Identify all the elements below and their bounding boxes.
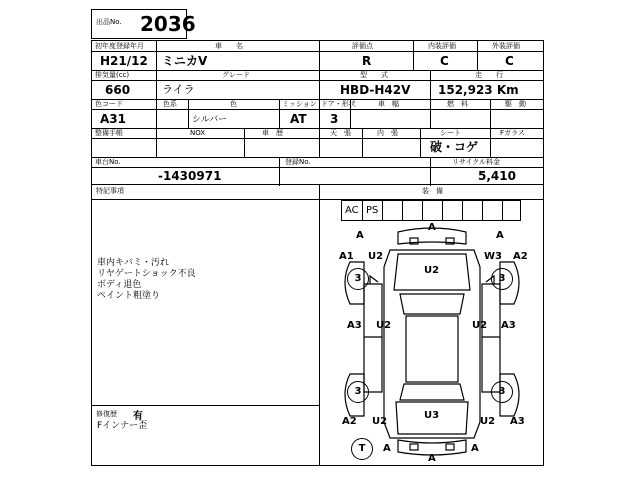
grade-label: グレード (222, 71, 250, 79)
damage-u2-rl: U2 (372, 416, 388, 427)
damage-u3: U3 (424, 410, 440, 421)
tire-t-circle: T (351, 438, 373, 460)
registration-label: 登録No. (285, 158, 311, 166)
doors-label: ドア・形状 (321, 100, 356, 108)
wheel-front-left-circle: 3 (347, 268, 369, 290)
recycle-label: リサイクル料金 (452, 158, 501, 166)
nox-label: NOX (190, 129, 206, 137)
repair-label: 修復歴 (96, 410, 117, 418)
doors-value: 3 (330, 112, 339, 126)
model-value: HBD-H42V (340, 83, 411, 97)
damage-u2-fl: U2 (368, 251, 384, 262)
wheel-rear-left-circle: 3 (347, 381, 369, 403)
damage-a2-rl: A2 (342, 416, 357, 427)
manual-label: 整備手帳 (95, 129, 123, 137)
color-value: シルバー (192, 115, 228, 125)
model-label: 型 式 (360, 71, 388, 79)
interior-label: 内装評価 (428, 42, 456, 50)
remarks-line-1: 車内キバミ・汚れ (97, 258, 170, 268)
sheet-number-value: 2036 (140, 12, 196, 36)
remarks-line-2: リヤゲートショック不良 (97, 269, 196, 279)
repair-value: 有 (133, 411, 143, 422)
equipment-ps: PS (366, 205, 379, 216)
damage-w3: W3 (484, 251, 502, 262)
damage-rear: A (428, 453, 436, 464)
color-code-label: 色コード (95, 100, 123, 108)
sheet-number-label: 出品No. (96, 18, 122, 26)
damage-a-rear-left: A (383, 443, 391, 454)
damage-u2-hood: U2 (424, 265, 440, 276)
mission-value: AT (290, 112, 307, 126)
mileage-value: 152,923 Km (438, 83, 519, 97)
damage-u2-rr: U2 (480, 416, 496, 427)
exterior-label: 外装評価 (492, 42, 520, 50)
damage-a1: A1 (339, 251, 354, 262)
equipment-label: 装 備 (422, 187, 443, 195)
mileage-label: 走 行 (475, 71, 503, 79)
damage-a3-rr: A3 (510, 416, 525, 427)
color-code-value: A31 (100, 112, 126, 126)
mission-label: ミッション (282, 100, 317, 108)
history-label: 車 歴 (262, 129, 283, 137)
grade-value: ライラ (162, 83, 195, 96)
displacement-value: 660 (105, 83, 131, 97)
interior-value: C (440, 54, 449, 68)
chassis-label: 車台No. (95, 158, 121, 166)
repair-note: Fインナー歪 (97, 421, 148, 431)
damage-front-top: A (428, 222, 436, 233)
fuel-label: 燃 料 (447, 100, 468, 108)
roof-label: 天 張 (330, 129, 351, 137)
car-name-value: ミニカV (162, 54, 208, 68)
wheel-rear-right-circle: 3 (491, 381, 513, 403)
damage-u2-left: U2 (376, 320, 392, 331)
seat-label: シート (440, 129, 461, 137)
damage-a3-right: A3 (501, 320, 516, 331)
first-reg-value: H21/12 (100, 54, 148, 68)
wheel-front-right-circle: 3 (491, 268, 513, 290)
seat-value: 破・コゲ (430, 140, 479, 154)
drive-label: 駆 動 (505, 100, 526, 108)
car-name-label: 車 名 (215, 42, 243, 50)
damage-a2-fr: A2 (513, 251, 528, 262)
damage-front-left: A (356, 230, 364, 241)
chassis-value: -1430971 (158, 169, 222, 183)
exterior-value: C (505, 54, 514, 68)
width-label: 車 幅 (378, 100, 399, 108)
damage-a-rear-right: A (471, 443, 479, 454)
rating-value: R (362, 54, 372, 68)
damage-front-right: A (496, 230, 504, 241)
color-label: 色 (230, 100, 237, 108)
damage-u2-right: U2 (472, 320, 488, 331)
remarks-line-3: ボディ退色 (97, 280, 142, 290)
fglass-label: Fガラス (500, 129, 525, 137)
damage-a3-left: A3 (347, 320, 362, 331)
remarks-label: 特記事項 (96, 187, 124, 195)
recycle-value: 5,410 (478, 169, 516, 183)
interior-trim-label: 内 張 (377, 129, 398, 137)
remarks-line-4: ペイント粗塗り (97, 291, 161, 301)
first-reg-label: 初年度登録年月 (95, 42, 144, 50)
equipment-ac: AC (345, 205, 359, 216)
color-system-label: 色系 (163, 100, 177, 108)
displacement-label: 排気量(cc) (95, 71, 130, 79)
rating-label: 評価点 (352, 42, 373, 50)
